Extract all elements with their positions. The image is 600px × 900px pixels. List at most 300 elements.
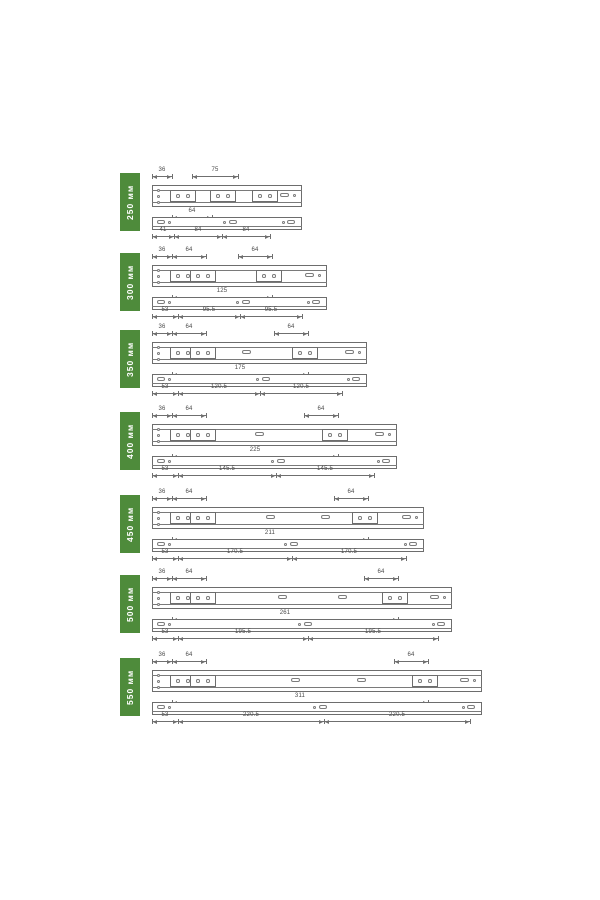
drawer-hole xyxy=(432,623,435,626)
dimension-arrow xyxy=(423,660,427,664)
carriage-hole xyxy=(176,274,180,278)
dimension-arrow xyxy=(153,175,157,179)
dimension-arrow xyxy=(305,414,309,418)
dimension-line-bot-1 xyxy=(178,393,260,394)
carriage-hole xyxy=(176,679,180,683)
drawer-slot xyxy=(157,220,165,224)
carriage-hole xyxy=(196,516,200,520)
end-slot xyxy=(402,515,411,519)
dimension-arrow xyxy=(153,557,157,561)
dimension-arrow xyxy=(201,255,205,259)
dimension-label: 36 xyxy=(158,652,166,658)
carriage-hole xyxy=(196,274,200,278)
dimension-line-bot-2 xyxy=(222,236,270,237)
dimension-label: 36 xyxy=(158,569,166,575)
dimension-arrow xyxy=(153,255,157,259)
carriage-hole xyxy=(206,596,210,600)
dimension-label: 195.5 xyxy=(364,629,382,635)
dimension-arrow xyxy=(233,175,237,179)
dimension-label: 53 xyxy=(161,466,169,472)
dimension-label: 84 xyxy=(194,227,202,233)
drawer-rail-profile-350 xyxy=(152,374,367,387)
dimension-arrow xyxy=(319,720,323,724)
carriage-hole xyxy=(226,194,230,198)
dimension-arrow xyxy=(153,720,157,724)
carriage-hole xyxy=(176,516,180,520)
drawer-hole xyxy=(282,221,285,224)
rail-slot xyxy=(266,515,275,519)
rail-slot xyxy=(291,678,300,682)
dimension-arrow xyxy=(235,315,239,319)
dimension-label: 53 xyxy=(161,307,169,313)
rail-inner-line xyxy=(152,202,302,203)
dimension-label: 170.5 xyxy=(340,549,358,555)
end-slot xyxy=(305,273,314,277)
carriage-hole xyxy=(176,596,180,600)
carriage-hole xyxy=(196,433,200,437)
mounting-hole xyxy=(157,269,160,272)
dimension-label: 220.5 xyxy=(242,712,260,718)
dimension-arrow xyxy=(241,315,245,319)
dimension-arrow xyxy=(363,497,367,501)
dimension-arrow xyxy=(173,332,177,336)
drawer-slot xyxy=(262,377,270,381)
carriage-hole xyxy=(358,516,362,520)
dimension-label: 64 xyxy=(185,652,193,658)
slide-group-450 xyxy=(0,485,600,577)
drawer-hole xyxy=(168,543,171,546)
carriage-hole xyxy=(186,433,190,437)
dimension-arrow xyxy=(271,474,275,478)
dimension-arrow xyxy=(153,414,157,418)
dimension-tick xyxy=(368,496,369,501)
dimension-label: 95.5 xyxy=(264,307,278,313)
dimension-label: 36 xyxy=(158,489,166,495)
drawer-hole xyxy=(168,706,171,709)
dimension-arrow xyxy=(337,392,341,396)
dimension-arrow xyxy=(167,577,171,581)
drawer-slot xyxy=(437,622,445,626)
mounting-hole xyxy=(157,597,160,600)
dimension-label: 75 xyxy=(211,167,219,173)
end-slot xyxy=(460,678,469,682)
carriage-hole xyxy=(176,351,180,355)
carriage-hole xyxy=(196,351,200,355)
carriage-hole xyxy=(298,351,302,355)
dimension-arrow xyxy=(261,392,265,396)
mounting-hole xyxy=(157,275,160,278)
carriage-hole xyxy=(206,433,210,437)
length-badge-label: 350 мм xyxy=(125,341,135,377)
bearing-carriage xyxy=(170,190,196,202)
dimension-arrow xyxy=(179,557,183,561)
dimension-label: 220.5 xyxy=(388,712,406,718)
dimension-tick xyxy=(406,556,407,561)
rail-slot xyxy=(357,678,366,682)
dimension-arrow xyxy=(173,637,177,641)
dimension-label: 64 xyxy=(185,324,193,330)
length-badge-label: 300 мм xyxy=(125,264,135,300)
dimension-label: 64 xyxy=(377,569,385,575)
carriage-hole xyxy=(186,516,190,520)
mounting-hole xyxy=(157,674,160,677)
dimension-line-bot-1 xyxy=(178,638,308,639)
length-badge-250 xyxy=(120,173,140,231)
carriage-hole xyxy=(272,274,276,278)
carriage-hole xyxy=(196,679,200,683)
drawer-rail-profile-300 xyxy=(152,297,327,310)
dimension-arrow xyxy=(401,557,405,561)
dimension-label: 175 xyxy=(234,365,246,371)
dimension-arrow xyxy=(169,235,173,239)
end-slot xyxy=(430,595,439,599)
drawer-slot xyxy=(382,459,390,463)
drawer-slot xyxy=(319,705,327,709)
mounting-hole xyxy=(157,517,160,520)
dimension-arrow xyxy=(167,332,171,336)
dimension-line-bot-2 xyxy=(240,316,302,317)
dimension-arrow xyxy=(287,557,291,561)
dimension-arrow xyxy=(173,392,177,396)
drawer-rail-profile-450 xyxy=(152,539,424,552)
drawer-hole xyxy=(271,460,274,463)
carriage-hole xyxy=(418,679,422,683)
dimension-line-bot-2 xyxy=(276,475,374,476)
dimension-arrow xyxy=(153,332,157,336)
end-slot xyxy=(375,432,384,436)
length-badge-400 xyxy=(120,412,140,470)
dimension-arrow xyxy=(265,235,269,239)
carriage-hole xyxy=(216,194,220,198)
dimension-label: 170.5 xyxy=(226,549,244,555)
dimension-arrow xyxy=(179,315,183,319)
length-badge-label: 550 мм xyxy=(125,669,135,705)
dimension-label: 64 xyxy=(188,208,196,214)
rail-inner-line xyxy=(152,628,452,629)
dimension-arrow xyxy=(153,660,157,664)
dimension-label: 261 xyxy=(279,610,291,616)
dimension-arrow xyxy=(173,497,177,501)
rail-inner-line xyxy=(152,687,482,688)
drawer-hole xyxy=(168,623,171,626)
dimension-arrow xyxy=(167,414,171,418)
slide-group-250 xyxy=(0,163,600,255)
mounting-hole xyxy=(157,189,160,192)
dimension-arrow xyxy=(395,660,399,664)
bearing-carriage xyxy=(322,429,348,441)
bearing-carriage xyxy=(190,592,216,604)
length-badge-300 xyxy=(120,253,140,311)
drawer-rail-profile-550 xyxy=(152,702,482,715)
dimension-arrow xyxy=(153,474,157,478)
dimension-label: 36 xyxy=(158,247,166,253)
dimension-arrow xyxy=(167,255,171,259)
rail-slot xyxy=(255,432,264,436)
dimension-arrow xyxy=(167,497,171,501)
dimension-tick xyxy=(470,719,471,724)
end-hole xyxy=(388,433,391,436)
drawer-slot xyxy=(287,220,295,224)
drawer-hole xyxy=(168,301,171,304)
dimension-arrow xyxy=(179,637,183,641)
drawer-slot xyxy=(312,300,320,304)
dimension-arrow xyxy=(173,660,177,664)
length-badge-450 xyxy=(120,495,140,553)
rail-inner-line xyxy=(152,548,424,549)
rail-inner-line xyxy=(152,524,424,525)
end-slot xyxy=(345,350,354,354)
drawer-slot xyxy=(242,300,250,304)
drawer-rail-profile-400 xyxy=(152,456,397,469)
length-badge-label: 500 мм xyxy=(125,586,135,622)
dimension-arrow xyxy=(201,332,205,336)
dimension-tick xyxy=(428,659,429,664)
carriage-hole xyxy=(186,274,190,278)
dimension-line-bot-2 xyxy=(292,558,406,559)
bearing-carriage xyxy=(190,270,216,282)
dimension-tick xyxy=(238,174,239,179)
slide-group-550 xyxy=(0,648,600,740)
carriage-hole xyxy=(308,351,312,355)
dimension-tick xyxy=(342,391,343,396)
length-badge-350 xyxy=(120,330,140,388)
dimension-arrow xyxy=(173,315,177,319)
rail-inner-line xyxy=(152,604,452,605)
dimension-label: 64 xyxy=(185,489,193,495)
dimension-arrow xyxy=(201,577,205,581)
dimension-label: 145.5 xyxy=(218,466,236,472)
dimension-label: 36 xyxy=(158,167,166,173)
dimension-label: 36 xyxy=(158,406,166,412)
dimension-arrow xyxy=(335,497,339,501)
dimension-label: 41 xyxy=(159,227,167,233)
carriage-hole xyxy=(206,679,210,683)
dimension-label: 53 xyxy=(161,629,169,635)
rail-inner-line xyxy=(152,383,367,384)
rail-slot xyxy=(338,595,347,599)
mounting-hole xyxy=(157,358,160,361)
drawer-hole xyxy=(168,221,171,224)
dimension-arrow xyxy=(277,474,281,478)
drawer-hole xyxy=(347,378,350,381)
carriage-hole xyxy=(186,596,190,600)
dimension-label: 64 xyxy=(185,569,193,575)
dimension-tick xyxy=(302,314,303,319)
dimension-arrow xyxy=(201,414,205,418)
dimension-line-bot-1 xyxy=(178,558,292,559)
dimension-tick xyxy=(206,659,207,664)
drawer-slot xyxy=(157,377,165,381)
length-badge-label: 450 мм xyxy=(125,506,135,542)
dimension-arrow xyxy=(465,720,469,724)
carriage-hole xyxy=(388,596,392,600)
drawer-slot xyxy=(157,459,165,463)
dimension-line-bot-2 xyxy=(260,393,342,394)
rail-inner-line xyxy=(152,282,327,283)
dimension-label: 120.5 xyxy=(292,384,310,390)
dimension-label: 53 xyxy=(161,712,169,718)
dimension-line-top-1 xyxy=(192,176,238,177)
bearing-carriage xyxy=(190,347,216,359)
rail-inner-line xyxy=(152,711,482,712)
mounting-hole xyxy=(157,346,160,349)
dimension-arrow xyxy=(293,557,297,561)
end-hole xyxy=(443,596,446,599)
bearing-carriage xyxy=(252,190,278,202)
drawer-slot xyxy=(304,622,312,626)
dimension-label: 145.5 xyxy=(316,466,334,472)
bearing-carriage xyxy=(352,512,378,524)
end-hole xyxy=(473,679,476,682)
end-hole xyxy=(293,194,296,197)
dimension-arrow xyxy=(267,255,271,259)
dimension-arrow xyxy=(365,577,369,581)
dimension-label: 53 xyxy=(161,384,169,390)
dimension-line-bot-1 xyxy=(174,236,222,237)
dimension-label: 225 xyxy=(249,447,261,453)
end-slot xyxy=(280,193,289,197)
carriage-hole xyxy=(206,516,210,520)
length-badge-label: 250 мм xyxy=(125,184,135,220)
dimension-arrow xyxy=(369,474,373,478)
dimension-arrow xyxy=(175,235,179,239)
dimension-label: 64 xyxy=(347,489,355,495)
carriage-hole xyxy=(428,679,432,683)
mounting-hole xyxy=(157,511,160,514)
drawer-slot xyxy=(157,300,165,304)
mounting-hole xyxy=(157,195,160,198)
dimension-label: 211 xyxy=(264,530,276,536)
dimension-arrow xyxy=(201,497,205,501)
drawer-hole xyxy=(168,460,171,463)
dimension-line-bot-2 xyxy=(324,721,470,722)
carriage-hole xyxy=(368,516,372,520)
rail-inner-line xyxy=(152,441,397,442)
drawer-rail-profile-500 xyxy=(152,619,452,632)
drawer-hole xyxy=(404,543,407,546)
carriage-hole xyxy=(338,433,342,437)
dimension-arrow xyxy=(153,392,157,396)
dimension-arrow xyxy=(153,497,157,501)
dimension-label: 95.5 xyxy=(202,307,216,313)
dimension-tick xyxy=(338,413,339,418)
carriage-hole xyxy=(176,194,180,198)
bearing-carriage xyxy=(190,675,216,687)
dimension-arrow xyxy=(179,720,183,724)
dimension-arrow xyxy=(173,577,177,581)
dimension-label: 53 xyxy=(161,549,169,555)
dimension-tick xyxy=(206,576,207,581)
dimension-label: 64 xyxy=(185,406,193,412)
dimension-tick xyxy=(206,331,207,336)
rail-inner-line xyxy=(152,306,327,307)
dimension-arrow xyxy=(173,474,177,478)
dimension-tick xyxy=(272,254,273,259)
carriage-hole xyxy=(176,433,180,437)
dimension-label: 36 xyxy=(158,324,166,330)
drawer-hole xyxy=(256,378,259,381)
dimension-line-bot-2 xyxy=(308,638,438,639)
dimension-tick xyxy=(374,473,375,478)
dimension-arrow xyxy=(217,235,221,239)
drawer-hole xyxy=(168,378,171,381)
dimension-tick xyxy=(206,254,207,259)
bearing-carriage xyxy=(210,190,236,202)
mounting-hole xyxy=(157,428,160,431)
dimension-arrow xyxy=(179,392,183,396)
bearing-carriage xyxy=(412,675,438,687)
drawer-slot xyxy=(409,542,417,546)
dimension-line-bot-1 xyxy=(178,316,240,317)
mounting-hole xyxy=(157,591,160,594)
dimension-arrow xyxy=(433,637,437,641)
dimension-tick xyxy=(206,413,207,418)
dimension-arrow xyxy=(309,637,313,641)
dimension-arrow xyxy=(297,315,301,319)
drawer-slot xyxy=(157,542,165,546)
dimension-label: 64 xyxy=(185,247,193,253)
drawer-hole xyxy=(377,460,380,463)
dimension-arrow xyxy=(275,332,279,336)
drawer-rail-profile-250 xyxy=(152,217,302,230)
bearing-carriage xyxy=(382,592,408,604)
dimension-arrow xyxy=(173,557,177,561)
mounting-hole xyxy=(157,201,160,204)
dimension-arrow xyxy=(153,577,157,581)
dimension-arrow xyxy=(223,235,227,239)
dimension-arrow xyxy=(153,637,157,641)
carriage-hole xyxy=(268,194,272,198)
mounting-hole xyxy=(157,523,160,526)
dimension-arrow xyxy=(173,255,177,259)
dimension-arrow xyxy=(201,660,205,664)
dimension-arrow xyxy=(167,660,171,664)
dimension-arrow xyxy=(153,315,157,319)
dimension-tick xyxy=(438,636,439,641)
dimension-line-bot-1 xyxy=(178,475,276,476)
mounting-hole xyxy=(157,603,160,606)
rail-slot xyxy=(321,515,330,519)
carriage-hole xyxy=(258,194,262,198)
dimension-tick xyxy=(308,331,309,336)
drawer-hole xyxy=(284,543,287,546)
dimension-label: 125 xyxy=(216,288,228,294)
bearing-carriage xyxy=(190,429,216,441)
length-badge-label: 400 мм xyxy=(125,423,135,459)
drawer-hole xyxy=(236,301,239,304)
dimension-arrow xyxy=(167,175,171,179)
dimension-tick xyxy=(206,496,207,501)
dimension-label: 195.5 xyxy=(234,629,252,635)
carriage-hole xyxy=(206,274,210,278)
dimension-arrow xyxy=(333,414,337,418)
drawer-hole xyxy=(313,706,316,709)
bearing-carriage xyxy=(256,270,282,282)
drawer-hole xyxy=(462,706,465,709)
dimension-label: 64 xyxy=(251,247,259,253)
drawer-slot xyxy=(157,622,165,626)
dimension-tick xyxy=(270,234,271,239)
dimension-arrow xyxy=(179,474,183,478)
dimension-label: 64 xyxy=(407,652,415,658)
dimension-arrow xyxy=(153,235,157,239)
slide-group-500 xyxy=(0,565,600,657)
mounting-hole xyxy=(157,352,160,355)
dimension-label: 64 xyxy=(287,324,295,330)
carriage-hole xyxy=(186,194,190,198)
carriage-hole xyxy=(196,596,200,600)
drawer-hole xyxy=(298,623,301,626)
